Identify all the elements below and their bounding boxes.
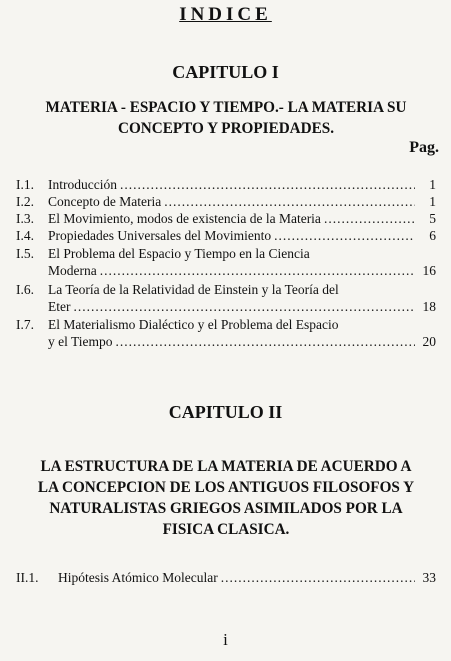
dot-leader [274,227,415,244]
toc-entry-1-7 [16,316,436,350]
dot-leader [120,176,415,193]
dot-leader [116,333,415,350]
toc-entry-title: El Movimiento, modos de existencia de la Materia [48,211,321,226]
toc-entry-title: Hipótesis Atómico Molecular [58,570,218,585]
toc-entry-title: La Teoría de la Relatividad de Einstein y la Teoría del [48,282,339,297]
toc-entry-number: I.7. [16,317,34,332]
toc-entry-page: 5 [429,211,436,226]
toc-entry-title-continued: y el Tiempo [48,334,113,349]
chapter-2-subtitle-line-1: LA ESTRUCTURA DE LA MATERIA DE ACUERDO A [40,458,412,475]
chapter-1-subtitle-line-1: MATERIA - ESPACIO Y TIEMPO.- LA MATERIA SU [45,99,407,116]
dot-leader [221,569,415,586]
dot-leader [324,210,415,227]
toc-entry-page: 16 [422,263,436,278]
toc-entry-1-3 [16,210,436,227]
toc-entry-1-6 [16,281,436,315]
toc-entry-number: I.1. [16,177,34,192]
toc-entry-title: Introducción [48,177,117,192]
toc-entry-number: I.4. [16,228,34,243]
chapter-1-heading: CAPITULO I [172,62,279,82]
toc-entry-page: 1 [429,177,436,192]
toc-entry-number: I.2. [16,194,34,209]
chapter-2-subtitle-line-4: FISICA CLASICA. [162,521,290,538]
dot-leader [100,262,415,279]
dot-leader [164,193,415,210]
toc-entry-1-4 [16,227,436,244]
chapter-2-subtitle-line-2: LA CONCEPCION DE LOS ANTIGUOS FILOSOFOS Y [37,479,415,496]
toc-entry-page: 1 [429,194,436,209]
index-title: INDICE [179,4,272,25]
chapter-2-heading: CAPITULO II [168,402,283,422]
toc-entry-page: 20 [422,334,436,349]
toc-entry-number: I.3. [16,211,34,226]
page-number: i [223,630,228,649]
toc-entry-page: 33 [422,570,436,585]
toc-entry-1-1 [16,176,436,193]
toc-entry-2-1 [16,569,436,586]
toc-entry-title-continued: Moderna [48,263,97,278]
dot-leader [74,298,416,315]
toc-entry-page: 6 [429,228,436,243]
toc-entry-page: 18 [422,299,436,314]
toc-entry-number: I.5. [16,246,34,261]
toc-entry-1-2 [16,193,436,210]
toc-entry-title: El Materialismo Dialéctico y el Problema del Espacio [48,317,339,332]
toc-entry-number: II.1. [16,570,39,585]
toc-entry-title: Concepto de Materia [48,194,162,209]
chapter-1-subtitle-line-2: CONCEPTO Y PROPIEDADES. [117,120,335,137]
page-column-label: Pag. [409,139,439,156]
toc-entry-1-5 [16,245,436,279]
chapter-2-subtitle-line-3: NATURALISTAS GRIEGOS ASIMILADOS POR LA [49,500,403,517]
toc-entry-number: I.6. [16,282,34,297]
toc-entry-title-continued: Eter [48,299,71,314]
toc-entry-title: Propiedades Universales del Movimiento [48,228,272,243]
toc-entry-title: El Problema del Espacio y Tiempo en la Ciencia [48,246,310,261]
